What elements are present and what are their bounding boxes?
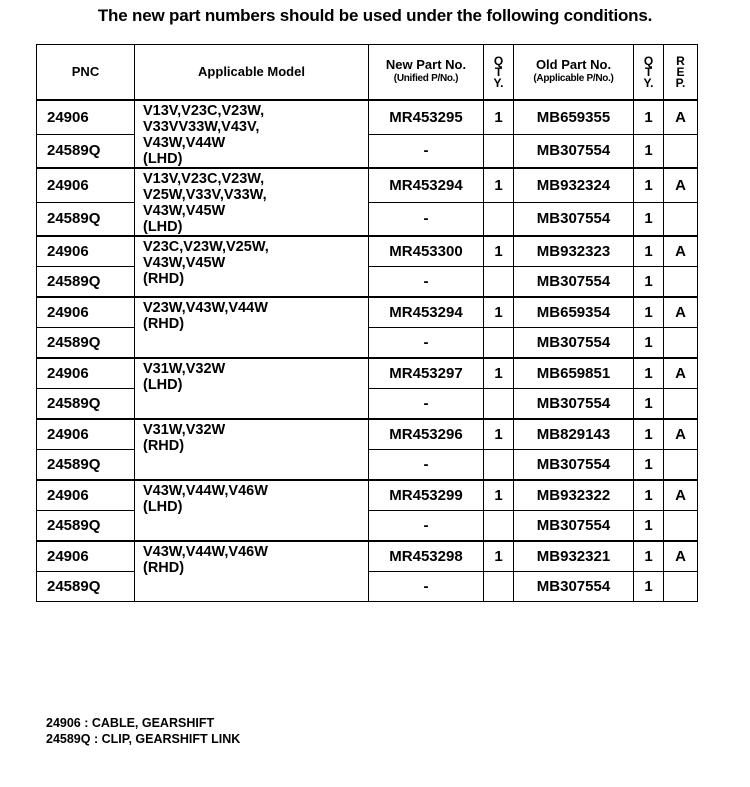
- old-part-cell: MB932321: [514, 541, 634, 572]
- new-qty-cell: [484, 202, 514, 236]
- rep-cell: A: [664, 541, 698, 572]
- header-qty-old-q: Q: [643, 53, 654, 68]
- parts-table: [36, 44, 698, 602]
- old-qty-cell: 1: [634, 358, 664, 389]
- old-qty-cell: 1: [634, 100, 664, 134]
- rep-cell: A: [664, 480, 698, 511]
- new-qty-cell: [484, 389, 514, 420]
- old-qty-cell: 1: [634, 389, 664, 420]
- header-old-part-line2: (Applicable P/No.): [533, 73, 614, 84]
- model-line: (RHD): [143, 271, 185, 287]
- header-qty-new: [484, 45, 514, 101]
- model-line: (RHD): [143, 560, 185, 576]
- rep-cell: [664, 572, 698, 602]
- old-qty-cell: 1: [634, 297, 664, 328]
- new-qty-cell: 1: [484, 419, 514, 450]
- applicable-model-cell: [135, 297, 369, 358]
- rep-cell: [664, 328, 698, 359]
- applicable-model-cell: [135, 541, 369, 602]
- table-row: [37, 480, 698, 511]
- pnc-cell: 24906: [37, 541, 135, 572]
- new-part-cell: -: [369, 328, 484, 359]
- pnc-cell: 24589Q: [37, 267, 135, 298]
- rep-cell: [664, 267, 698, 298]
- header-qty-old-t: T: [644, 64, 653, 79]
- new-part-cell: MR453299: [369, 480, 484, 511]
- new-part-cell: -: [369, 134, 484, 168]
- old-part-cell: MB307554: [514, 328, 634, 359]
- new-qty-cell: 1: [484, 100, 514, 134]
- rep-cell: A: [664, 100, 698, 134]
- new-part-cell: MR453298: [369, 541, 484, 572]
- header-new-part-line2: (Unified P/No.): [393, 73, 459, 84]
- model-line: V31W,V32W: [143, 422, 226, 438]
- old-qty-cell: 1: [634, 450, 664, 481]
- header-qty-new-y: Y.: [493, 75, 504, 90]
- header-old-part-line1: Old Part No.: [535, 57, 612, 72]
- old-part-cell: MB307554: [514, 450, 634, 481]
- model-line: V25W,V33V,V33W,: [143, 187, 267, 203]
- rep-cell: [664, 450, 698, 481]
- pnc-cell: 24589Q: [37, 202, 135, 236]
- model-line: V33VV33W,V43V,: [143, 119, 260, 135]
- old-qty-cell: 1: [634, 236, 664, 267]
- new-part-cell: MR453297: [369, 358, 484, 389]
- applicable-model-cell: [135, 480, 369, 541]
- applicable-model-cell: [135, 236, 369, 297]
- pnc-cell: 24906: [37, 168, 135, 202]
- new-part-cell: MR453296: [369, 419, 484, 450]
- new-part-cell: -: [369, 389, 484, 420]
- model-line: (LHD): [143, 219, 183, 235]
- pnc-cell: 24589Q: [37, 511, 135, 542]
- new-qty-cell: 1: [484, 358, 514, 389]
- table-row: [37, 419, 698, 450]
- header-rep-e: E: [676, 64, 685, 79]
- new-qty-cell: [484, 134, 514, 168]
- old-part-cell: MB307554: [514, 572, 634, 602]
- note-clip-gearshift-link: 24589Q : CLIP, GEARSHIFT LINK: [46, 732, 241, 746]
- model-line: (RHD): [143, 438, 185, 454]
- rep-cell: [664, 134, 698, 168]
- rep-cell: [664, 389, 698, 420]
- old-part-cell: MB829143: [514, 419, 634, 450]
- rep-cell: A: [664, 419, 698, 450]
- old-part-cell: MB659354: [514, 297, 634, 328]
- new-qty-cell: [484, 328, 514, 359]
- header-old-part: [514, 45, 634, 101]
- applicable-model-cell: [135, 168, 369, 236]
- model-line: (LHD): [143, 377, 183, 393]
- header-new-part: [369, 45, 484, 101]
- old-part-cell: MB307554: [514, 389, 634, 420]
- model-line: V23C,V23W,V25W,: [143, 239, 269, 255]
- header-qty-old-y: Y.: [643, 75, 654, 90]
- new-qty-cell: 1: [484, 236, 514, 267]
- model-line: V43W,V44W,V46W: [143, 544, 268, 560]
- table-row: [37, 168, 698, 202]
- parts-table-body: [37, 100, 698, 602]
- new-qty-cell: [484, 511, 514, 542]
- pnc-cell: 24589Q: [37, 389, 135, 420]
- header-rep-r: R: [676, 53, 685, 68]
- model-line: V13V,V23C,V23W,: [143, 103, 265, 119]
- new-part-cell: -: [369, 450, 484, 481]
- new-part-cell: -: [369, 202, 484, 236]
- rep-cell: A: [664, 297, 698, 328]
- old-qty-cell: 1: [634, 134, 664, 168]
- pnc-cell: 24589Q: [37, 328, 135, 359]
- table-row: [37, 236, 698, 267]
- old-qty-cell: 1: [634, 267, 664, 298]
- header-rep-p: P.: [675, 75, 686, 90]
- old-part-cell: MB932323: [514, 236, 634, 267]
- pnc-cell: 24906: [37, 480, 135, 511]
- pnc-cell: 24906: [37, 419, 135, 450]
- applicable-model-cell: [135, 358, 369, 419]
- header-row: [37, 45, 698, 101]
- old-part-cell: MB659851: [514, 358, 634, 389]
- old-part-cell: MB307554: [514, 267, 634, 298]
- new-part-cell: -: [369, 267, 484, 298]
- applicable-model-cell: [135, 100, 369, 168]
- header-applicable-model: Applicable Model: [135, 45, 369, 101]
- model-line: V43W,V44W: [143, 135, 226, 151]
- model-line: V23W,V43W,V44W: [143, 300, 268, 316]
- new-part-cell: MR453295: [369, 100, 484, 134]
- rep-cell: [664, 511, 698, 542]
- new-part-cell: MR453300: [369, 236, 484, 267]
- old-qty-cell: 1: [634, 541, 664, 572]
- old-part-cell: MB932324: [514, 168, 634, 202]
- new-qty-cell: [484, 450, 514, 481]
- applicable-model-cell: [135, 419, 369, 480]
- note-cable-gearshift: 24906 : CABLE, GEARSHIFT: [46, 716, 215, 730]
- old-part-cell: MB659355: [514, 100, 634, 134]
- old-qty-cell: 1: [634, 168, 664, 202]
- model-line: V43W,V45W: [143, 203, 226, 219]
- rep-cell: A: [664, 168, 698, 202]
- header-qty-new-t: T: [494, 64, 503, 79]
- new-qty-cell: 1: [484, 168, 514, 202]
- rep-cell: [664, 202, 698, 236]
- header-new-part-line1: New Part No.: [385, 57, 467, 72]
- header-rep: [664, 45, 698, 101]
- old-qty-cell: 1: [634, 572, 664, 602]
- model-line: (LHD): [143, 151, 183, 167]
- table-row: [37, 100, 698, 134]
- model-line: (RHD): [143, 316, 185, 332]
- old-part-cell: MB307554: [514, 134, 634, 168]
- header-pnc: PNC: [37, 45, 135, 101]
- new-part-cell: -: [369, 572, 484, 602]
- new-qty-cell: [484, 267, 514, 298]
- new-qty-cell: [484, 572, 514, 602]
- old-part-cell: MB307554: [514, 511, 634, 542]
- old-qty-cell: 1: [634, 202, 664, 236]
- pnc-cell: 24589Q: [37, 572, 135, 602]
- old-part-cell: MB932322: [514, 480, 634, 511]
- model-line: V43W,V45W: [143, 255, 226, 271]
- rep-cell: A: [664, 236, 698, 267]
- page-heading: The new part numbers should be used under the following conditions.: [97, 6, 653, 25]
- old-qty-cell: 1: [634, 480, 664, 511]
- model-line: V43W,V44W,V46W: [143, 483, 268, 499]
- pnc-cell: 24906: [37, 236, 135, 267]
- pnc-cell: 24589Q: [37, 134, 135, 168]
- header-qty-new-q: Q: [493, 53, 504, 68]
- new-qty-cell: 1: [484, 480, 514, 511]
- pnc-cell: 24906: [37, 297, 135, 328]
- old-qty-cell: 1: [634, 419, 664, 450]
- new-qty-cell: 1: [484, 541, 514, 572]
- old-qty-cell: 1: [634, 328, 664, 359]
- table-row: [37, 297, 698, 328]
- new-part-cell: -: [369, 511, 484, 542]
- model-line: V31W,V32W: [143, 361, 226, 377]
- model-line: V13V,V23C,V23W,: [143, 171, 265, 187]
- rep-cell: A: [664, 358, 698, 389]
- new-qty-cell: 1: [484, 297, 514, 328]
- old-qty-cell: 1: [634, 511, 664, 542]
- model-line: (LHD): [143, 499, 183, 515]
- new-part-cell: MR453294: [369, 297, 484, 328]
- pnc-cell: 24589Q: [37, 450, 135, 481]
- header-qty-old: [634, 45, 664, 101]
- pnc-cell: 24906: [37, 358, 135, 389]
- pnc-cell: 24906: [37, 100, 135, 134]
- new-part-cell: MR453294: [369, 168, 484, 202]
- table-row: [37, 358, 698, 389]
- old-part-cell: MB307554: [514, 202, 634, 236]
- table-row: [37, 541, 698, 572]
